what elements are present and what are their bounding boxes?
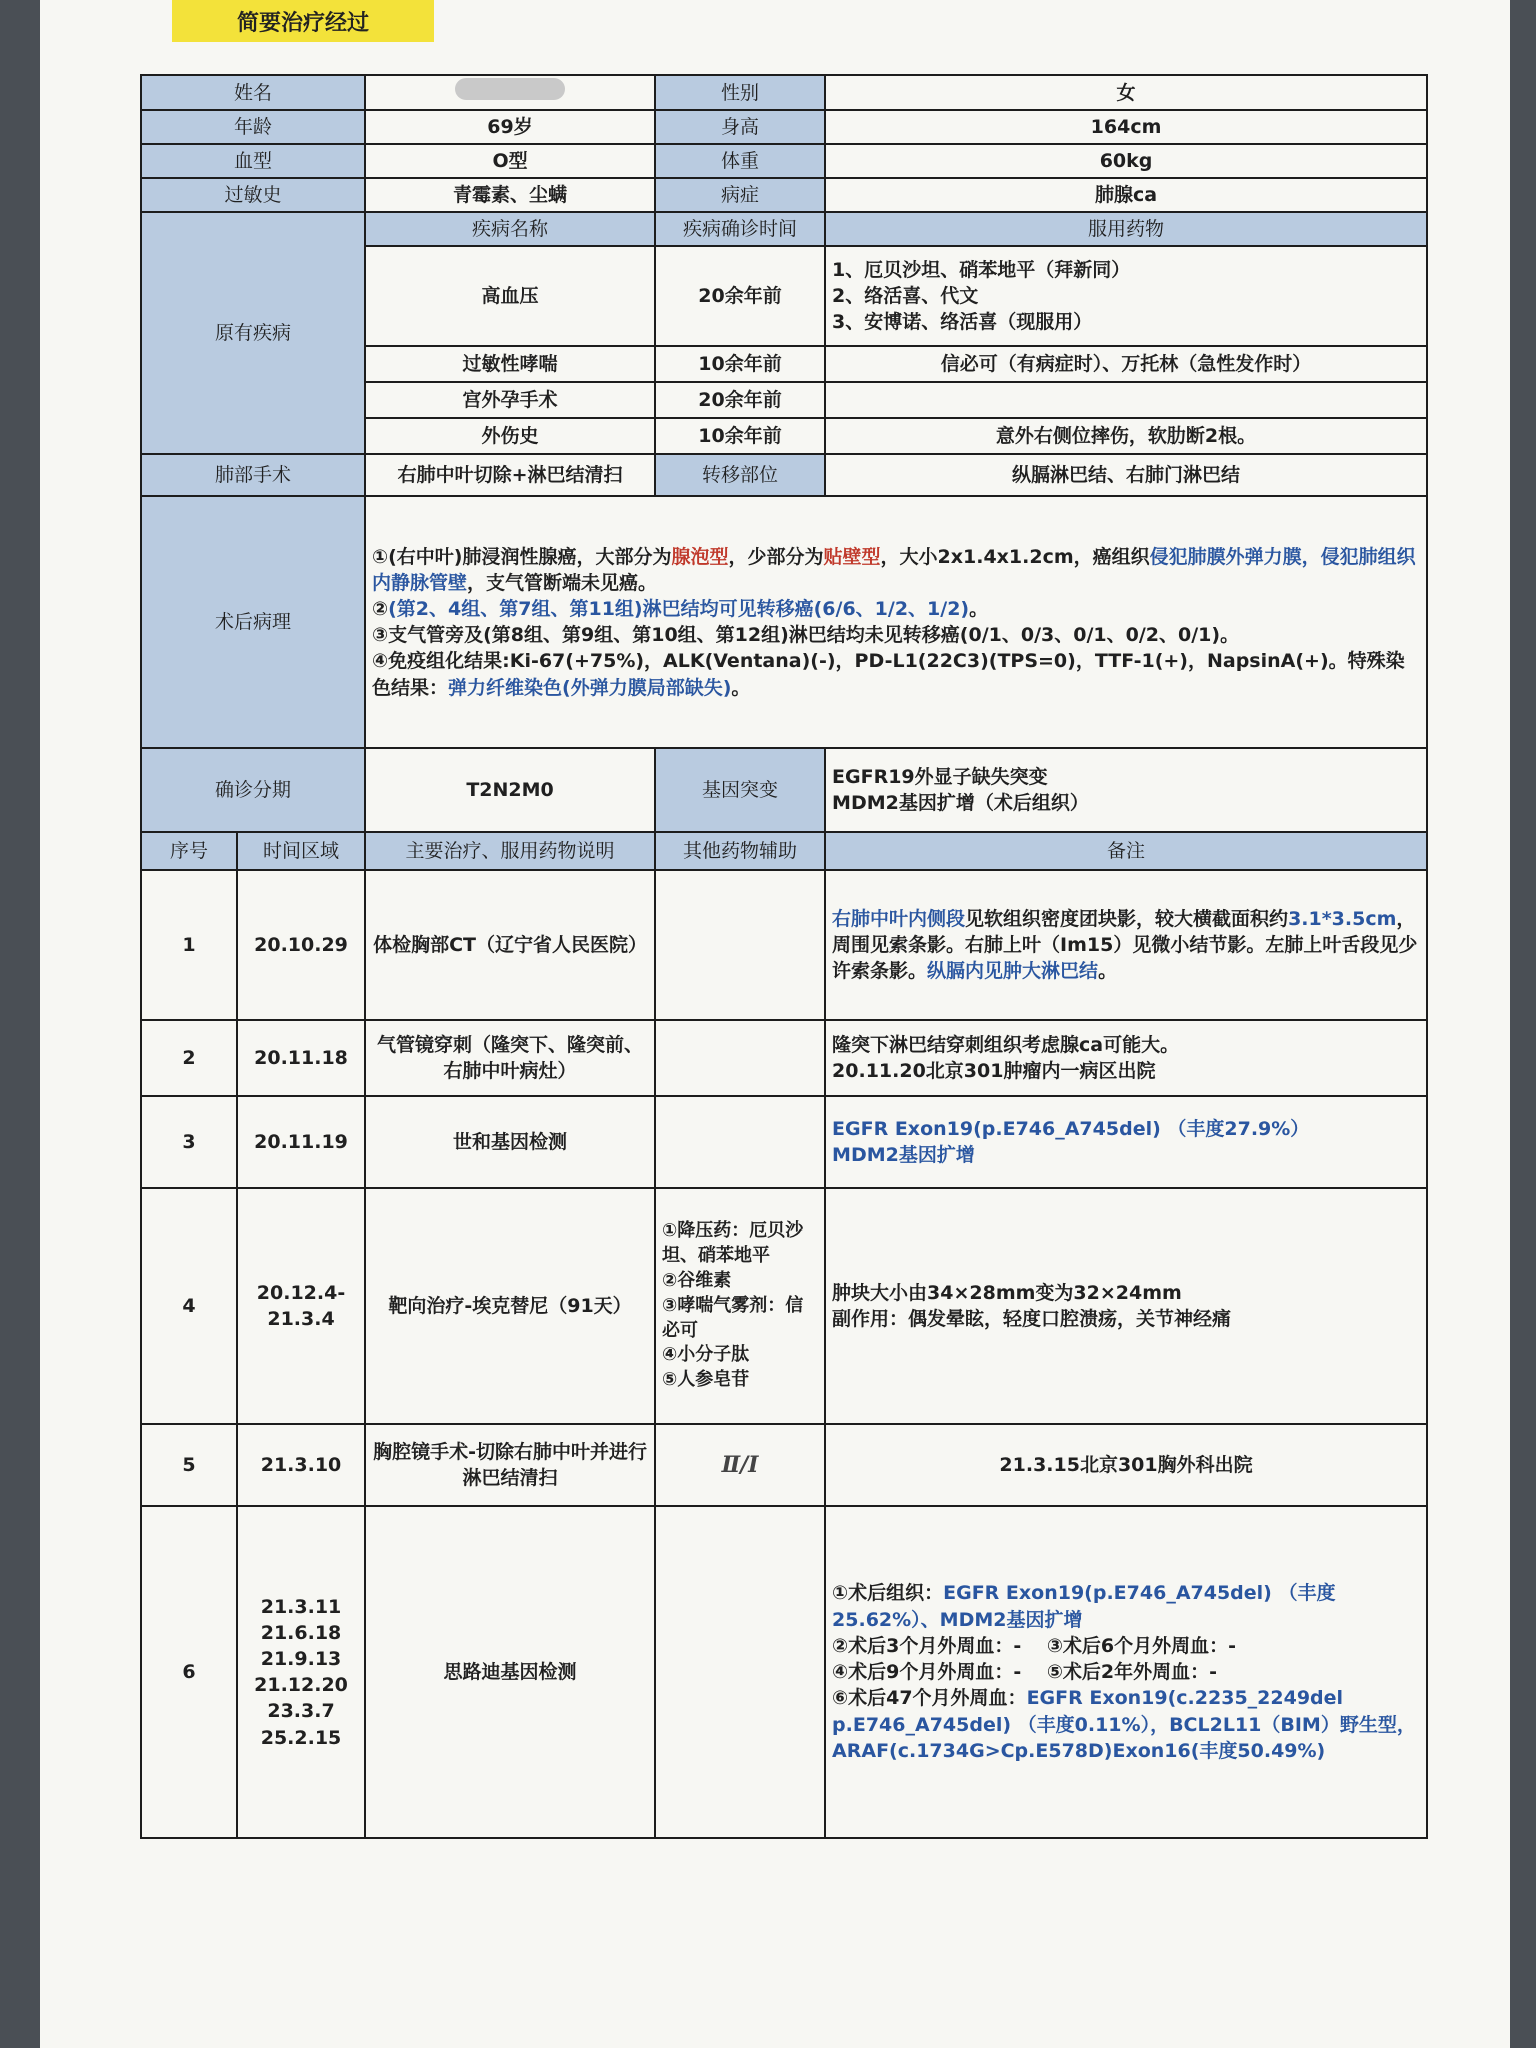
row-aux — [655, 1020, 825, 1096]
row-note: EGFR Exon19(p.E746_A745del) （丰度27.9%） MDM2基因扩增 — [825, 1096, 1427, 1188]
page-title: 简要治疗经过 — [172, 0, 434, 42]
blood-label: 血型 — [141, 144, 365, 178]
row-no: 3 — [141, 1096, 237, 1188]
history-time: 20余年前 — [655, 246, 825, 346]
history-meds: 信必可（有病症时）、万托林（急性发作时） — [825, 346, 1427, 382]
row-note: 21.3.15北京301胸外科出院 — [825, 1424, 1427, 1506]
gene-line: MDM2基因扩增（术后组织） — [832, 792, 1089, 815]
age-label: 年龄 — [141, 110, 365, 144]
weight-label: 体重 — [655, 144, 825, 178]
col-header-date: 时间区域 — [237, 832, 365, 870]
gender-value: 女 — [825, 75, 1427, 110]
metastasis-value: 纵膈淋巴结、右肺门淋巴结 — [825, 454, 1427, 496]
history-meds — [825, 382, 1427, 418]
row-no: 1 — [141, 870, 237, 1020]
staging-value: T2N2M0 — [365, 748, 655, 832]
row-date: 21.3.10 — [237, 1424, 365, 1506]
pathology-item-3: ③支气管旁及(第8组、第9组、第10组、第12组)淋巴结均未见转移癌(0/1、0/3、0/1、0/2、0/1)。 — [372, 624, 1240, 647]
pathology-item-2: ②(第2、4组、第7组、第11组)淋巴结均可见转移癌(6/6、1/2、1/2)。 — [372, 598, 989, 620]
row-note: 肿块大小由34×28mm变为32×24mm 副作用：偶发晕眩，轻度口腔溃疡，关节神经痛 — [825, 1188, 1427, 1424]
name-value-redacted — [365, 75, 655, 110]
history-time: 20余年前 — [655, 382, 825, 418]
row-no: 5 — [141, 1424, 237, 1506]
history-med-line: 2、络活喜、代文 — [832, 285, 979, 308]
history-med-line: 3、安博诺、络活喜（现服用） — [832, 311, 1093, 334]
row-treatment: 靶向治疗-埃克替尼（91天） — [365, 1188, 655, 1424]
history-header-meds: 服用药物 — [825, 212, 1427, 246]
row-note: 右肺中叶内侧段见软组织密度团块影，较大横截面积约3.1*3.5cm，周围见索条影。右肺上叶（Im15）见微小结节影。左肺上叶舌段见少许索条影。纵膈内见肿大淋巴结。 — [825, 870, 1427, 1020]
table-row — [141, 1020, 1427, 1096]
row-no: 2 — [141, 1020, 237, 1096]
gene-value — [825, 748, 1427, 832]
allergy-label: 过敏史 — [141, 178, 365, 212]
allergy-value: 青霉素、尘螨 — [365, 178, 655, 212]
table-row — [141, 1188, 1427, 1424]
row-treatment: 气管镜穿刺（隆突下、隆突前、右肺中叶病灶） — [365, 1020, 655, 1096]
row-date: 20.11.18 — [237, 1020, 365, 1096]
gender-label: 性别 — [655, 75, 825, 110]
row-date: 20.12.4- 21.3.4 — [237, 1188, 365, 1424]
staging-label: 确诊分期 — [141, 748, 365, 832]
history-name: 宫外孕手术 — [365, 382, 655, 418]
name-label: 姓名 — [141, 75, 365, 110]
col-header-aux: 其他药物辅助 — [655, 832, 825, 870]
col-header-note: 备注 — [825, 832, 1427, 870]
row-date: 20.10.29 — [237, 870, 365, 1020]
row-aux — [655, 1506, 825, 1838]
gene-line: EGFR19外显子缺失突变 — [832, 766, 1048, 788]
metastasis-label: 转移部位 — [655, 454, 825, 496]
row-aux — [655, 870, 825, 1020]
row-note: 隆突下淋巴结穿刺组织考虑腺ca可能大。 20.11.20北京301肿瘤内一病区出院 — [825, 1020, 1427, 1096]
history-header-time: 疾病确诊时间 — [655, 212, 825, 246]
pathology-item-4: ④免疫组化结果:Ki-67(+75%)，ALK(Ventana)(-)，PD-L1(22C3)(TPS=0)，TTF-1(+)，NapsinA(+)。特殊染色结果：弹力纤维染色(外弹力膜局部缺失)。 — [372, 650, 1405, 699]
blood-value: O型 — [365, 144, 655, 178]
table-row — [141, 1424, 1427, 1506]
table-row — [141, 1096, 1427, 1188]
height-label: 身高 — [655, 110, 825, 144]
history-label: 原有疾病 — [141, 212, 365, 454]
row-aux — [655, 1096, 825, 1188]
history-name: 高血压 — [365, 246, 655, 346]
pathology-label: 术后病理 — [141, 496, 365, 748]
handwritten-mark: Ⅱ/Ⅰ — [655, 1424, 825, 1506]
history-med-line: 1、厄贝沙坦、硝苯地平（拜新同） — [832, 258, 1131, 281]
row-treatment: 胸腔镜手术-切除右肺中叶并进行淋巴结清扫 — [365, 1424, 655, 1506]
row-date: 21.3.11 21.6.18 21.9.13 21.12.20 23.3.7 25.2.15 — [237, 1506, 365, 1838]
row-no: 4 — [141, 1188, 237, 1424]
col-header-no: 序号 — [141, 832, 237, 870]
disease-value: 肺腺ca — [825, 178, 1427, 212]
row-date: 20.11.19 — [237, 1096, 365, 1188]
row-no: 6 — [141, 1506, 237, 1838]
weight-value: 60kg — [825, 144, 1427, 178]
history-name: 外伤史 — [365, 418, 655, 454]
disease-label: 病症 — [655, 178, 825, 212]
history-time: 10余年前 — [655, 418, 825, 454]
history-header-name: 疾病名称 — [365, 212, 655, 246]
gene-label: 基因突变 — [655, 748, 825, 832]
row-treatment: 思路迪基因检测 — [365, 1506, 655, 1838]
table-row — [141, 870, 1427, 1020]
row-aux: ①降压药：厄贝沙坦、硝苯地平 ②谷维素 ③哮喘气雾剂：信必可 ④小分子肽 ⑤人参皂苷 — [655, 1188, 825, 1424]
pathology-item-1: ①(右中叶)肺浸润性腺癌，大部分为腺泡型，少部分为贴壁型，大小2x1.4x1.2cm，癌组织侵犯肺膜外弹力膜，侵犯肺组织内静脉管壁，支气管断端未见癌。 — [372, 545, 1416, 594]
history-name: 过敏性哮喘 — [365, 346, 655, 382]
col-header-treatment: 主要治疗、服用药物说明 — [365, 832, 655, 870]
table-row — [141, 1506, 1427, 1838]
history-meds — [825, 246, 1427, 346]
history-time: 10余年前 — [655, 346, 825, 382]
height-value: 164cm — [825, 110, 1427, 144]
row-treatment: 体检胸部CT（辽宁省人民医院） — [365, 870, 655, 1020]
surgery-value: 右肺中叶切除+淋巴结清扫 — [365, 454, 655, 496]
pathology-text — [365, 496, 1427, 748]
row-note: ①术后组织：EGFR Exon19(p.E746_A745del) （丰度25.62%）、MDM2基因扩增 ②术后3个月外周血：- ③术后6个月外周血：- ④术后9个月外周血：- ⑤术后2年外周血：- ⑥术后47个月外周血：EGFR Exon19(c.2235_2249del p.E746_A745del) （丰度0.11%），BCL2L11（BIM）野生型，ARAF(c.1734G>Cp.E578D)Exon16(丰度50.49%) — [825, 1506, 1427, 1838]
treatment-summary-table — [140, 74, 1428, 1839]
age-value: 69岁 — [365, 110, 655, 144]
surgery-label: 肺部手术 — [141, 454, 365, 496]
history-meds: 意外右侧位摔伤，软肋断2根。 — [825, 418, 1427, 454]
row-treatment: 世和基因检测 — [365, 1096, 655, 1188]
